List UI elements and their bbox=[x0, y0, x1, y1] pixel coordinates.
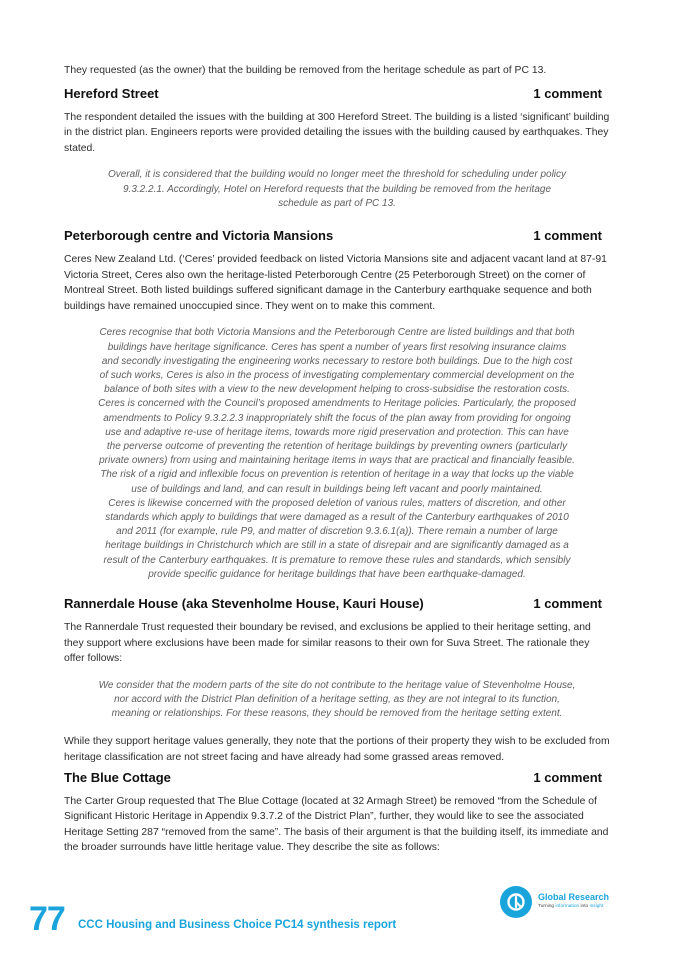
section-heading-blue-cottage bbox=[64, 770, 602, 785]
global-research-logo bbox=[498, 885, 638, 921]
logo-name: Global Research bbox=[538, 892, 610, 902]
logo-mark-icon bbox=[500, 886, 532, 918]
page-content bbox=[64, 63, 610, 856]
section-title: Hereford Street bbox=[64, 85, 159, 101]
section-paragraph: The Carter Group requested that The Blue Cottage (located at 32 Armagh Street) be removed “from the Schedule of Significant Historic Heritage in Appendix 9.3.7.2 of the District Plan”, further, they would like to see the associated Heritage Setting 287 “removed from the same”. The basis of their argument is that the building itself, its immediate and the broader surrounds have little heritage value. They describe the site as follows: bbox=[64, 795, 609, 854]
section-heading-rannerdale bbox=[64, 596, 602, 611]
quote-text: Overall, it is considered that the building would no longer meet the threshold for scheduling under policy 9.3.2.2.1. Accordingly, Hotel on Hereford requests that the building be removed from the heritage schedule as part of PC 13. bbox=[107, 169, 567, 209]
quote-paragraph: Ceres recognise that both Victoria Mansions and the Peterborough Centre are listed buildings and that both buildings have heritage significance. Ceres has spent a number of years first resolving insurance claims and secondly investigating the engineering works necessary to restore both buildings. Due to the high cost of such works, Ceres is also in the process of investigating complementary commercial development on the balance of both sites with a view to the new development helping to cross-subsidise the restoration costs. bbox=[99, 327, 575, 396]
block-quote bbox=[98, 326, 576, 582]
section-title: The Blue Cottage bbox=[64, 769, 171, 785]
intro-line: They requested (as the owner) that the building be removed from the heritage schedule as part of PC 13. bbox=[64, 65, 547, 76]
section-title: Peterborough centre and Victoria Mansions bbox=[64, 227, 334, 243]
section-paragraph: The respondent detailed the issues with the building at 300 Hereford Street. The building is a listed ‘significant’ building in the district plan. Engineers reports were provided detailing the issues with the building caused by earthquakes. They stated. bbox=[64, 111, 610, 154]
block-quote bbox=[102, 168, 572, 211]
section-paragraph: While they support heritage values generally, they note that the portions of their property they wish to be excluded from heritage classification are not street facing and have already had some grassed areas removed. bbox=[64, 736, 610, 763]
comment-count: 1 comment bbox=[533, 769, 602, 785]
section-paragraph: The Rannerdale Trust requested their boundary be revised, and exclusions be applied to their heritage setting, and they support where exclusions have been made for similar reasons to their own for Suva Street. The rationale they offer follows: bbox=[64, 622, 591, 665]
quote-text: We consider that the modern parts of the site do not contribute to the heritage value of Stevenholme House, nor accord with the District Plan definition of a heritage setting, as they are not integral to its function, meaning or relationships. For these reasons, they should be removed from the heritage setting extent. bbox=[98, 679, 576, 720]
quote-paragraph: Ceres is likewise concerned with the proposed deletion of various rules, matters of discretion, and other standards which apply to buildings that were damaged as a result of the Canterbury earthquakes of 2010 and 2011 (for example, rule P9, and matter of discretion 9.3.6.1(a)). There remain a number of large heritage buildings in Christchurch which are still in a state of disrepair and are significantly damaged as a result of the Canterbury earthquakes. It is premature to remove these rules and standards, which sensibly provide specific guidance for heritage buildings that have been earthquake-damaged. bbox=[103, 497, 571, 580]
section-paragraph: Ceres New Zealand Ltd. (‘Ceres’ provided feedback on listed Victoria Mansions site and adjacent vacant land at 87-91 Victoria Street, Ceres also own the heritage-listed Peterborough Centre (25 Peterborough Street) on the corner of Montreal Street. Both listed buildings suffered significant damage in the Canterbury earthquake sequence and both buildings have remained unoccupied since. They went on to make this comment. bbox=[64, 253, 607, 312]
quote-paragraph: Ceres is concerned with the Council’s proposed amendments to Heritage policies. Particularly, the proposed amendments to Policy 9.3.2.2.3 inappropriately shift the focus of the plan away from providing for ongoing use and adaptive re-use of heritage items, towards more rigid preservation and protection. This can have the perverse outcome of preventing the retention of heritage buildings by preventing owners (particularly private owners) from using and maintaining heritage items in ways that are practical and financially feasible. The risk of a rigid and inflexible focus on prevention is retention of heritage in a way that locks up the viable use of buildings and land, and can result in buildings being left vacant and poorly maintained. bbox=[98, 398, 576, 495]
section-heading-hereford bbox=[64, 86, 602, 101]
comment-count: 1 comment bbox=[533, 596, 602, 612]
logo-tagline: Turning information into insight bbox=[538, 904, 604, 909]
page-number: 77 bbox=[29, 900, 65, 938]
section-heading-peterborough bbox=[64, 228, 602, 243]
comment-count: 1 comment bbox=[533, 85, 602, 101]
section-title: Rannerdale House (aka Stevenholme House, Kauri House) bbox=[64, 596, 424, 612]
comment-count: 1 comment bbox=[533, 227, 602, 243]
block-quote bbox=[98, 679, 576, 722]
report-title: CCC Housing and Business Choice PC14 synthesis report bbox=[78, 919, 397, 931]
